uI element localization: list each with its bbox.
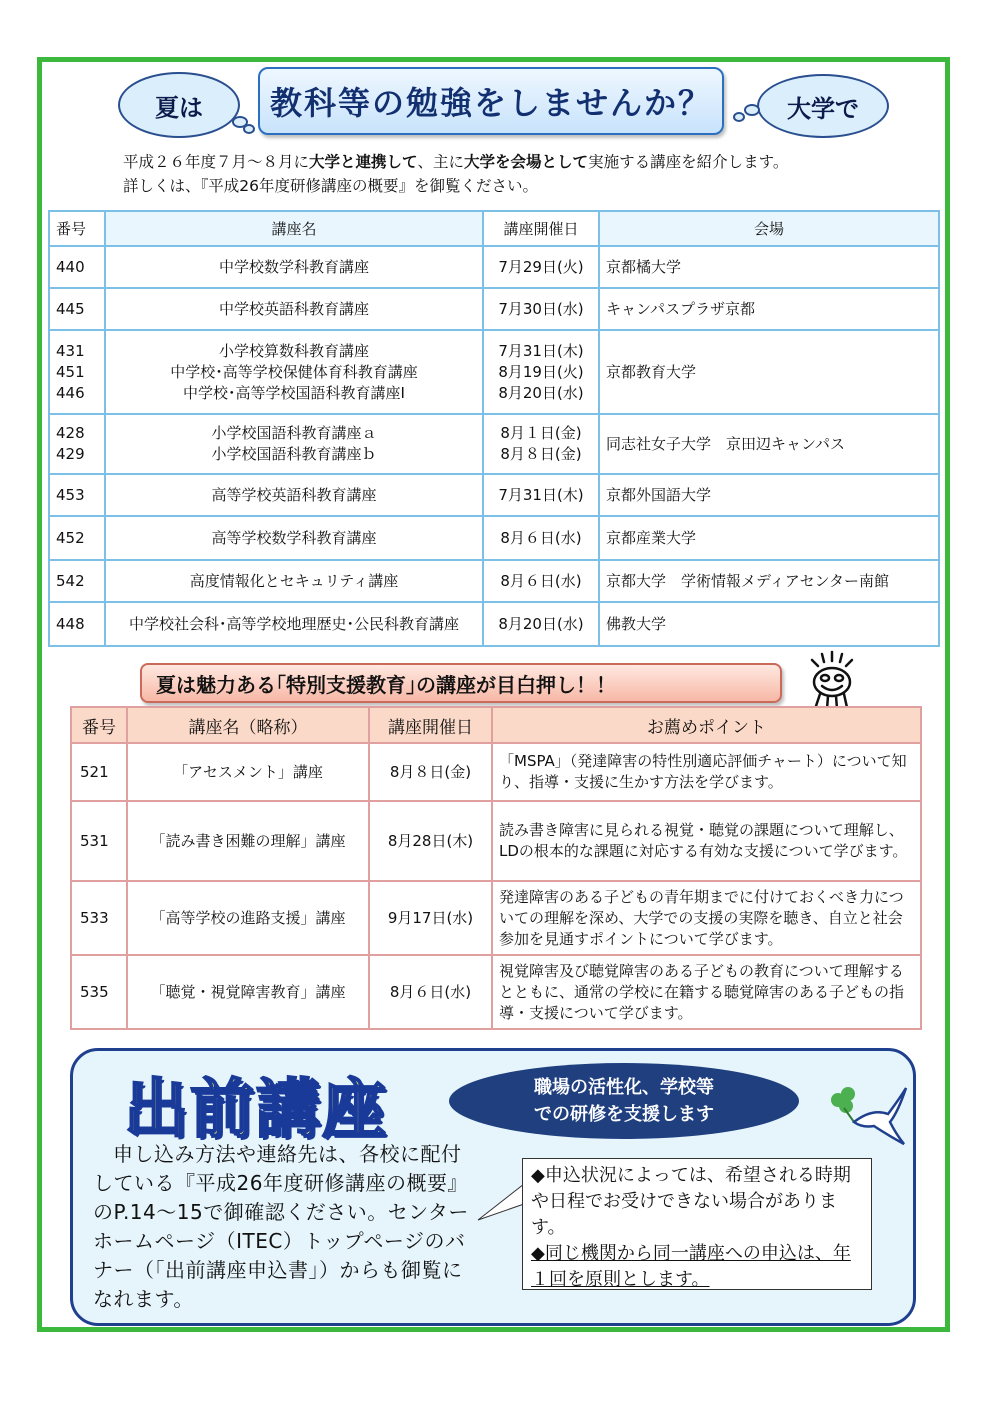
date-text: 7月30日(水) bbox=[498, 299, 584, 318]
bird-clover-icon bbox=[826, 1078, 910, 1148]
venue-cell: 京都大学 学術情報メディアセンター南館 bbox=[599, 560, 939, 602]
date-text: 7月31日(木) bbox=[498, 485, 584, 504]
name-text: 高等学校英語科教育講座 bbox=[211, 485, 377, 504]
name-text: 小学校国語科教育講座ｂ bbox=[211, 445, 377, 463]
num-text: 453 bbox=[56, 485, 85, 504]
date-cell bbox=[483, 414, 599, 474]
name-cell bbox=[105, 516, 483, 560]
name-text: 中学校数学科教育講座 bbox=[218, 257, 369, 276]
header-cell: 番号 bbox=[71, 707, 127, 743]
name-cell bbox=[105, 414, 483, 474]
venue-cell: キャンパスプラザ京都 bbox=[599, 288, 939, 330]
num-text: 448 bbox=[56, 614, 85, 633]
date-cell bbox=[483, 288, 599, 330]
demae-note bbox=[522, 1158, 872, 1290]
date-cell bbox=[483, 246, 599, 288]
num-text: 542 bbox=[56, 571, 85, 590]
venue-cell: 京都産業大学 bbox=[599, 516, 939, 560]
oval-line: での研修を支援します bbox=[534, 1104, 714, 1125]
header-cell: 講座名（略称） bbox=[127, 707, 369, 743]
table-row bbox=[71, 881, 921, 955]
name-cell bbox=[105, 288, 483, 330]
table-header-row bbox=[49, 211, 939, 246]
num-text: 440 bbox=[56, 257, 85, 276]
num-text: 445 bbox=[56, 299, 85, 318]
demae-body: 申し込み方法や連絡先は、各校に配付している『平成26年度研修講座の概要』のP.14～15で御確認ください。センターホームページ（ITEC）トップページのバナー（「出前講座申込書」）からも御覧になれます。 bbox=[93, 1142, 469, 1311]
num-text: 429 bbox=[56, 445, 85, 463]
table-header-row bbox=[71, 707, 921, 743]
name-cell bbox=[105, 602, 483, 646]
name-text: 小学校算数科教育講座 bbox=[218, 341, 369, 360]
oval-line: 職場の活性化、学校等 bbox=[534, 1077, 714, 1098]
date-cell: 8月６日(水) bbox=[369, 955, 492, 1029]
date-text: 8月20日(水) bbox=[498, 383, 584, 402]
name-cell bbox=[105, 560, 483, 602]
num-cell: 521 bbox=[71, 743, 127, 801]
point-cell: 発達障害のある子どもの青年期までに付けておくべき力についての理解を深め、大学での支援の実際を聴き、自立と社会参加を見通すポイントについて学びます。 bbox=[492, 881, 921, 955]
num-cell bbox=[49, 560, 105, 602]
date-cell bbox=[483, 560, 599, 602]
num-cell bbox=[49, 474, 105, 516]
num-cell bbox=[49, 602, 105, 646]
table-row bbox=[49, 414, 939, 474]
num-text: 446 bbox=[56, 383, 85, 402]
date-text: 7月29日(火) bbox=[498, 257, 584, 276]
name-cell bbox=[105, 246, 483, 288]
num-cell bbox=[49, 288, 105, 330]
header-cell: 講座開催日 bbox=[483, 211, 599, 246]
date-text: 7月31日(木) bbox=[498, 341, 584, 360]
callout-pointer bbox=[476, 1180, 526, 1240]
cloud-dot bbox=[744, 104, 760, 116]
date-cell: 8月８日(金) bbox=[369, 743, 492, 801]
venue-cell: 同志社女子大学 京田辺キャンパス bbox=[599, 414, 939, 474]
date-cell bbox=[483, 602, 599, 646]
cloud-dot bbox=[243, 124, 255, 134]
university-course-table bbox=[48, 210, 940, 647]
table-row bbox=[49, 288, 939, 330]
date-cell bbox=[483, 474, 599, 516]
table-row bbox=[49, 474, 939, 516]
date-text: 8月19日(火) bbox=[498, 362, 584, 381]
table-row bbox=[49, 602, 939, 646]
num-cell: 531 bbox=[71, 801, 127, 881]
name-cell: 「アセスメント」講座 bbox=[127, 743, 369, 801]
name-cell bbox=[105, 474, 483, 516]
name-text: 高度情報化とセキュリティ講座 bbox=[189, 571, 399, 590]
table-row bbox=[49, 560, 939, 602]
name-cell: 「高等学校の進路支援」講座 bbox=[127, 881, 369, 955]
name-text: 中学校･高等学校保健体育科教育講座 bbox=[170, 362, 418, 381]
name-cell bbox=[105, 330, 483, 414]
note-item: ◆同じ機関から同一講座への申込は、年１回を原則とします。 bbox=[531, 1243, 851, 1290]
point-cell: 「MSPA」（発達障害の特性別適応評価チャート）について知り、指導・支援に生かす方法を学びます。 bbox=[492, 743, 921, 801]
name-text: 中学校英語科教育講座 bbox=[218, 299, 369, 318]
table-row bbox=[49, 516, 939, 560]
table-row bbox=[49, 330, 939, 414]
header-cell: 会場 bbox=[599, 211, 939, 246]
venue-cell: 京都外国語大学 bbox=[599, 474, 939, 516]
num-cell bbox=[49, 414, 105, 474]
venue-cell: 京都橘大学 bbox=[599, 246, 939, 288]
page-title: 教科等の勉強をしませんか？ bbox=[258, 67, 724, 135]
num-cell bbox=[49, 516, 105, 560]
table-row bbox=[71, 743, 921, 801]
num-cell: 533 bbox=[71, 881, 127, 955]
header-cell: 講座開催日 bbox=[369, 707, 492, 743]
date-text: 8月20日(水) bbox=[498, 614, 584, 633]
name-text: 中学校･高等学校国語科教育講座Ⅰ bbox=[183, 383, 405, 402]
date-text: 8月６日(水) bbox=[500, 528, 582, 547]
name-text: 中学校社会科･高等学校地理歴史･公民科教育講座 bbox=[128, 614, 459, 633]
date-text: 8月８日(金) bbox=[500, 445, 582, 463]
header-cell: 講座名 bbox=[105, 211, 483, 246]
date-cell: 9月17日(水) bbox=[369, 881, 492, 955]
right-cloud bbox=[757, 74, 889, 138]
left-cloud-text: 夏は bbox=[155, 93, 203, 122]
cloud-dot bbox=[733, 112, 745, 122]
num-text: 451 bbox=[56, 362, 85, 381]
date-text: 8月１日(金) bbox=[500, 424, 582, 442]
date-cell: 8月28日(木) bbox=[369, 801, 492, 881]
name-cell: 「聴覚・視覚障害教育」講座 bbox=[127, 955, 369, 1029]
special-support-ribbon: 夏は魅力ある｢特別支援教育｣の講座が目白押し！！ bbox=[140, 663, 782, 703]
header-cell: 番号 bbox=[49, 211, 105, 246]
num-text: 428 bbox=[56, 424, 85, 442]
table-row bbox=[71, 801, 921, 881]
num-cell bbox=[49, 246, 105, 288]
name-cell: 「読み書き困難の理解」講座 bbox=[127, 801, 369, 881]
name-text: 高等学校数学科教育講座 bbox=[211, 528, 377, 547]
venue-cell: 京都教育大学 bbox=[599, 330, 939, 414]
point-cell: 読み書き障害に見られる視覚・聴覚の課題について理解し、LDの根本的な課題に対応する有効な支援について学びます。 bbox=[492, 801, 921, 881]
date-cell bbox=[483, 516, 599, 560]
special-support-table bbox=[70, 706, 922, 1030]
name-text: 小学校国語科教育講座ａ bbox=[211, 424, 377, 442]
header-cell: お薦めポイント bbox=[492, 707, 921, 743]
point-cell: 視覚障害及び聴覚障害のある子どもの教育について理解するとともに、通常の学校に在籍する聴覚障害のある子どもの指導・支援について学びます。 bbox=[492, 955, 921, 1029]
table-row bbox=[49, 246, 939, 288]
num-cell bbox=[49, 330, 105, 414]
date-cell bbox=[483, 330, 599, 414]
note-item: ◆申込状況によっては、希望される時期や日程でお受けできない場合があります。 bbox=[531, 1165, 851, 1238]
intro-text: 平成２６年度７月～８月に大学と連携して、主に大学を会場として実施する講座を紹介します。 詳しくは、『平成26年度研修講座の概要』を御覧ください。 bbox=[123, 153, 789, 195]
table-row bbox=[71, 955, 921, 1029]
demae-title: 出前講座 bbox=[124, 1073, 388, 1147]
num-text: 452 bbox=[56, 528, 85, 547]
date-text: 8月６日(水) bbox=[500, 571, 582, 590]
right-cloud-text: 大学で bbox=[787, 94, 859, 123]
num-text: 431 bbox=[56, 341, 85, 360]
left-cloud bbox=[118, 72, 240, 138]
demae-oval bbox=[449, 1063, 799, 1139]
venue-cell: 佛教大学 bbox=[599, 602, 939, 646]
num-cell: 535 bbox=[71, 955, 127, 1029]
